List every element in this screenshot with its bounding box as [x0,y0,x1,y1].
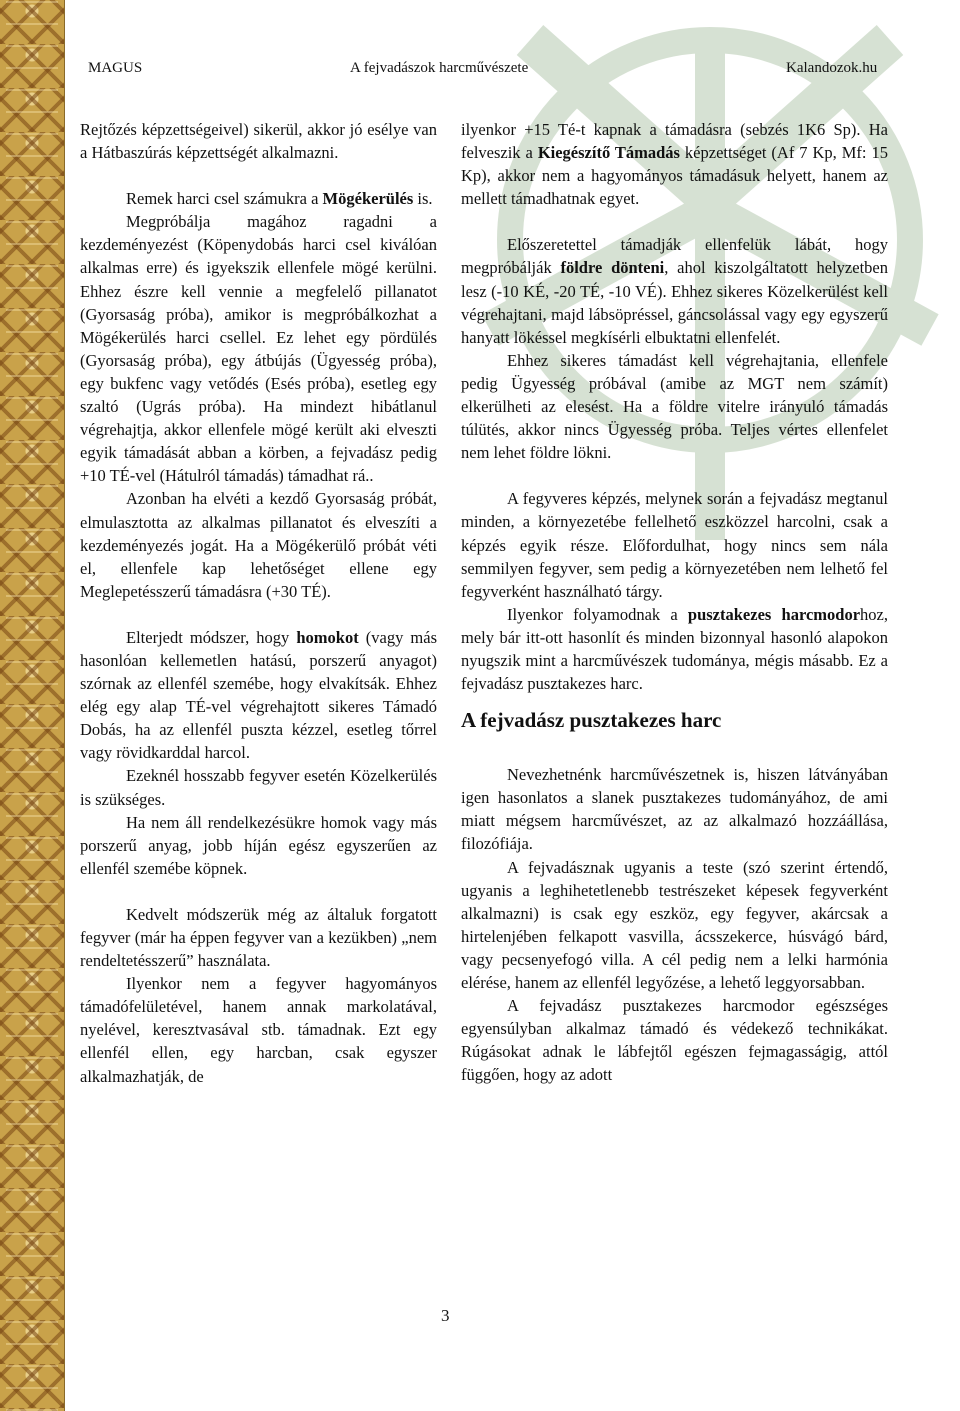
paragraph: Nevezhetnénk harcművészetnek is, hiszen látványában igen hasonlatos a slanek pusztakezes tudományához, de ami miatt mégsem harcművészet, az az alkalmazó hozzáállása, filozófiája. [461,765,888,854]
paragraph: Ilyenkor folyamodnak a pusztakezes harcmodorhoz, mely bár itt-ott hasonlít és minden bizonnyal hasonló alapokon nyugszik mint a harcművészek tudománya, mégis másabb. Ez a fejvadász pusztakezes harc. [461,604,888,694]
left-column [80,118,437,1088]
paragraph: A fegyveres képzés, melynek során a fejvadász megtanul minden, a környezetébe fellelhető eszközzel harcolni, csak a képzés egyik része. Előfordulhat, hogy nincs sem nála semmilyen fegyver, sem pedig a környezetében nem lelhető fel fegyverként használható tárgy. [461,489,888,601]
right-column [461,118,888,1086]
page-number: 3 [441,1306,450,1325]
paragraph: A fejvadásznak ugyanis a teste (szó szerint értendő, ugyanis a leghihetetlenebb testrészeket képesek fegyverként alkalmazni) is csak egy eszköz, egy fegyver, akárcsak a hirtelenjében felkapott vasvilla, ácsszekerce, húsvágó bárd, vagy pecsenyefogó villa. A cél pedig nem a lelki harmónia elérése, hanem az ellenfél legyőzése, a lehető leggyorsabban. [461,857,888,992]
header-center: A fejvadászok harcművészete [350,60,529,76]
paragraph: Megpróbálja magához ragadni a kezdeményezést (Köpenydobás harci csel kiválóan alkalmas erre) és igyekszik ellenfele mögé kerülni. Ehhez észre kell vennie a megfelelő pillanatot (Gyorsaság próba), amikor is megpróbálkozhat a Mögékerülés harci csellel. Ez lehet egy pördülés (Gyorsaság próba), egy átbújás (Ügyesség próba), egy bukfenc vagy vetődés (Esés próba), esetleg egy szaltó (Ugrás próba). Ha mindezt hibátlanul végrehajtja, akkor ellenfele mögé került aki elveszti egyik támadását abban a körben, a fejvadász pedig +10 TÉ-vel (Hátulról támadás) támadhat rá.. [80,212,437,486]
paragraph: Ilyenkor nem a fegyver hagyományos támadófelületével, hanem annak markolatával, nyelével, keresztvasával stb. támadnak. Ezt egy ellenfél ellen, egy harcban, csak egyszer alkalmazhatják, de [80,974,437,1086]
paragraph: Előszeretettel támadják ellenfelük lábát, hogy megpróbálják földre dönteni, ahol kiszolgáltatott helyzetben lesz (-10 KÉ, -20 TÉ, -10 VÉ). Ehhez sikeres Közelkerülést kell végrehajtani, majd lábsöpréssel, gáncsolással vagy egy egyszerű hanyatt lökéssel megkísérli elbuktatni ellenfelét. [461,235,888,347]
paragraph: Ehhez sikeres támadást kell végrehajtania, ellenfele pedig Ügyesség próbával (amibe az MGT nem számít) elkerülheti az elesést. Ha a földre vitelre irányuló támadás túlütés, akkor nincs Ügyesség próba. Teljes vértes ellenfelet nem lehet földre lökni. [461,350,888,463]
paragraph: Ha nem áll rendelkezésükre homok vagy más porszerű anyag, jobb híján egész egyszerűen az ellenfél szemébe köpnek. [80,812,437,878]
decorative-border [0,0,65,1411]
paragraph: Ezeknél hosszabb fegyver esetén Közelkerülés is szükséges. [80,766,437,809]
paragraph: Rejtőzés képzettségeivel) sikerül, akkor jó esélye van a Hátbaszúrás képzettségét alkalmazni. [80,120,437,163]
paragraph: ilyenkor +15 Té-t kapnak a támadásra (sebzés 1K6 Sp). Ha felveszik a Kiegészítő Támadás képzettséget (Af 7 Kp, Mf: 15 Kp), akkor nem a hagyományos támadásuk helyett, hanem az mellett támadhatnak egyet. [461,120,888,209]
section-heading: A fejvadász pusztakezes harc [461,708,722,733]
paragraph: Azonban ha elvéti a kezdő Gyorsaság próbát, elmulasztotta az alkalmas pillanatot és elveszíti a kezdeményezés jogát. Ha a Mögékerülő próbát véti el, ellenfele kap lehetőséget ellene egy Meglepetésszerű támadásra (+30 TÉ). [80,489,437,601]
paragraph: Remek harci csel számukra a Mögékerülés is. [126,189,433,209]
header-left: MAGUS [88,60,143,76]
paragraph: Kedvelt módszerük még az általuk forgatott fegyver (már ha éppen fegyver van a kezükben) „nem rendeltetésszerű” használata. [80,904,437,971]
paragraph: Elterjedt módszer, hogy homokot (vagy más hasonlóan kellemetlen hatású, porszerű anyagot) szórnak az ellenfél szemébe, hogy elvakítsák. Ehhez elég egy alap TÉ-vel végrehajtott sikeres Támadó Dobás, ha az ellenfél puszta kézzel, esetleg tőrrel vagy rövidkarddal harcol. [80,627,437,763]
paragraph: A fejvadász pusztakezes harcmodor egészséges egyensúlyban alkalmaz támadó és védekező technikákat. Rúgásokat adnak le lábfejtől egészen fejmagasságig, attól függően, hogy az adott [461,996,888,1085]
header-right: Kalandozok.hu [786,60,878,76]
